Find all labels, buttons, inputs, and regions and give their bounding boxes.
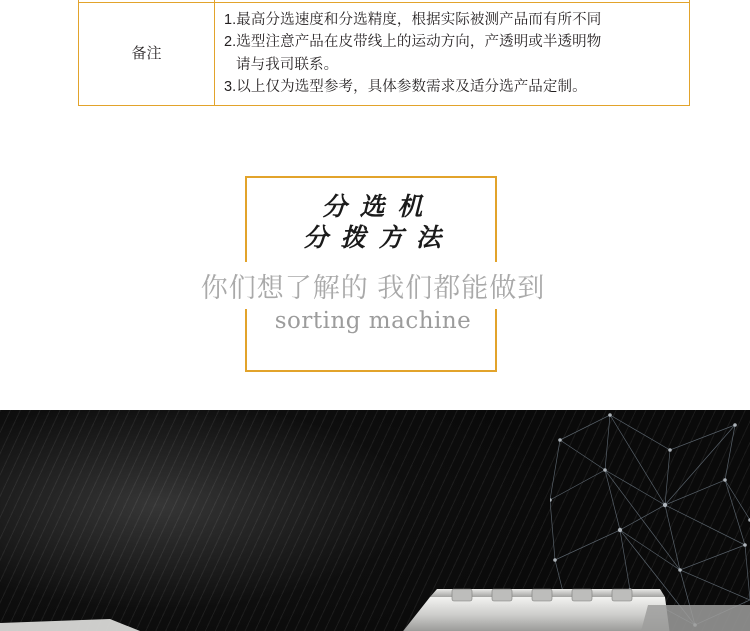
- section-title-frame: [200, 176, 546, 372]
- brush-title-line1: 分 选 机: [321, 192, 425, 221]
- hero-banner: [0, 410, 750, 631]
- brush-title-line2: 分 拨 方 法: [302, 222, 444, 252]
- section-subtitle-cn: 你们想了解的 我们都能做到: [2, 262, 744, 309]
- section-subtitle-en: sorting machine: [274, 308, 472, 334]
- note-line-2: 2.选型注意产品在皮带线上的运动方向，产透明或半透明物: [224, 34, 602, 51]
- note-line-4: 3.以上仅为选型参考，具体参数需求及适分选产品定制。: [224, 79, 587, 96]
- brush-title: [247, 192, 499, 253]
- spec-row-label: 备注: [79, 3, 215, 106]
- sorting-machine-photo: [0, 575, 750, 631]
- table-row: [79, 3, 690, 106]
- note-line-3: 请与我司联系。: [236, 56, 339, 73]
- note-line-1: 1.最高分选速度和分选精度，根据实际被测产品而有所不同: [224, 12, 602, 28]
- spec-row-notes: [215, 3, 690, 106]
- spec-table: [78, 0, 690, 106]
